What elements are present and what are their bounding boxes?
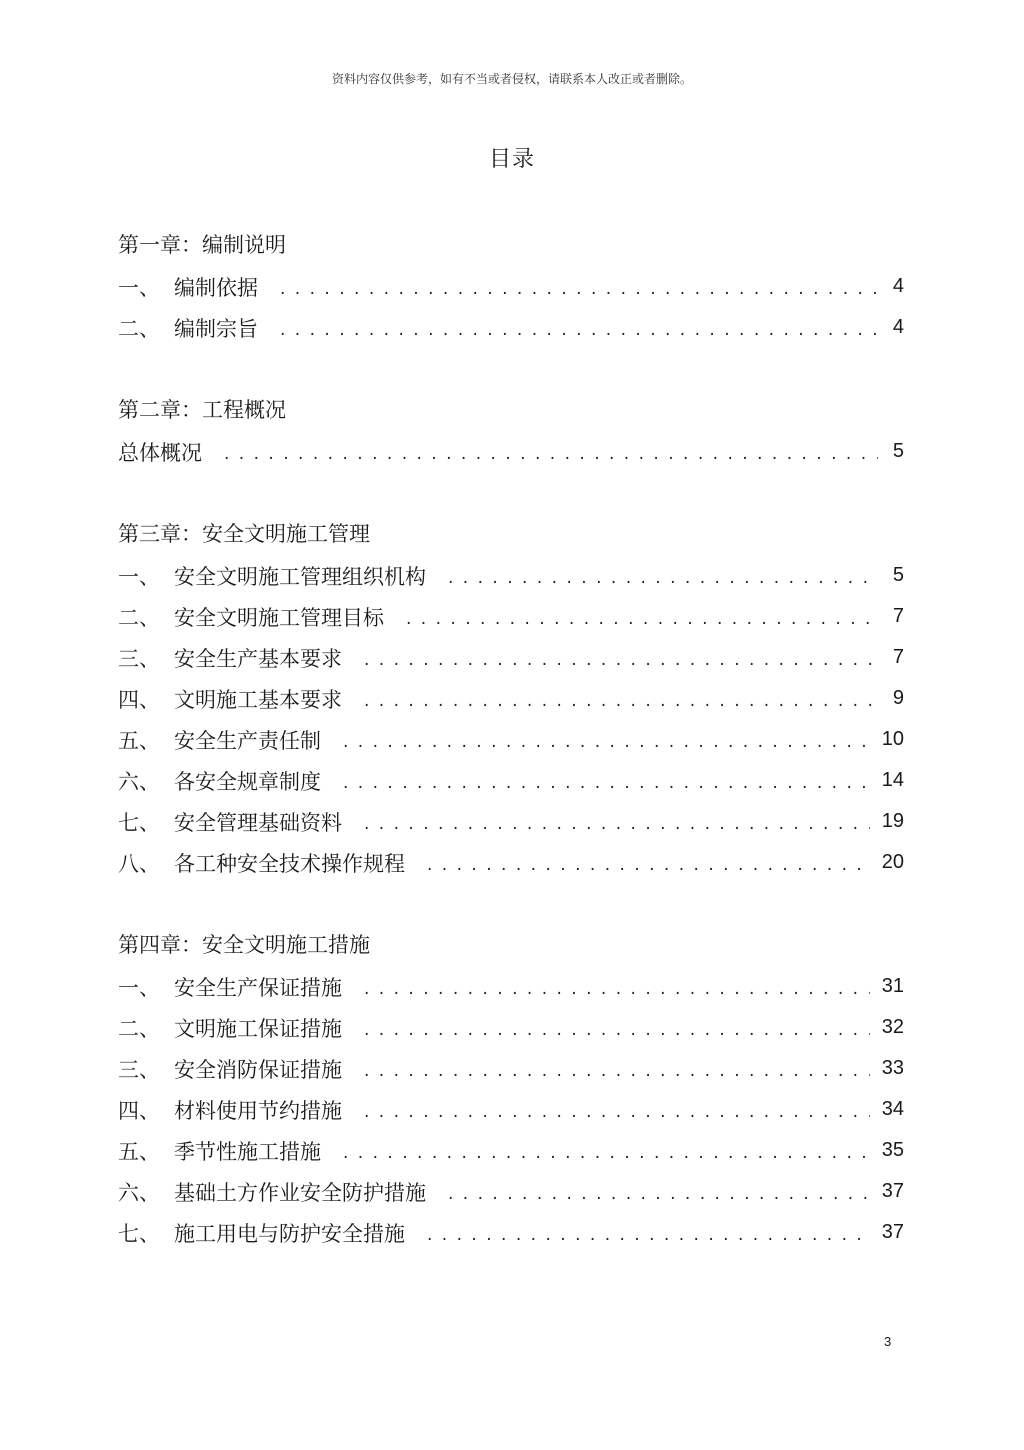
dot-leader bbox=[364, 816, 870, 833]
toc-chapter bbox=[118, 390, 904, 472]
entry-title: 安全文明施工管理组织机构 bbox=[174, 564, 426, 589]
entry-number: 一、 bbox=[118, 564, 160, 589]
dot-leader bbox=[364, 1022, 870, 1039]
entry-number: 五、 bbox=[118, 1139, 160, 1164]
dot-leader bbox=[280, 322, 878, 339]
toc-entry[interactable] bbox=[118, 1212, 904, 1253]
chapter-title: 第一章：编制说明 bbox=[118, 233, 286, 257]
entry-page-number: 34 bbox=[881, 1098, 904, 1120]
dot-leader bbox=[448, 570, 878, 587]
toc-entry[interactable] bbox=[118, 719, 904, 760]
entry-title: 安全生产责任制 bbox=[174, 728, 321, 753]
entry-number: 六、 bbox=[118, 769, 160, 794]
entry-number: 二、 bbox=[118, 605, 160, 630]
dot-leader bbox=[364, 693, 878, 710]
entry-title: 各工种安全技术操作规程 bbox=[174, 851, 405, 876]
entry-title: 各安全规章制度 bbox=[174, 769, 321, 794]
toc-chapter bbox=[118, 514, 904, 883]
entry-page-number: 37 bbox=[881, 1180, 904, 1202]
toc-entry[interactable] bbox=[118, 1007, 904, 1048]
disclaimer-note: 资料内容仅供参考，如有不当或者侵权，请联系本人改正或者删除。 bbox=[331, 72, 692, 86]
dot-leader bbox=[343, 734, 870, 751]
table-of-contents bbox=[118, 225, 904, 1295]
entry-title: 施工用电与防护安全措施 bbox=[174, 1221, 405, 1246]
entry-number: 四、 bbox=[118, 1098, 160, 1123]
dot-leader bbox=[343, 775, 870, 792]
toc-entry[interactable] bbox=[118, 1130, 904, 1171]
dot-leader bbox=[448, 1186, 870, 1203]
dot-leader bbox=[343, 1145, 870, 1162]
entry-page-number: 10 bbox=[881, 728, 904, 750]
dot-leader bbox=[364, 1063, 870, 1080]
entry-page-number: 37 bbox=[881, 1221, 904, 1243]
toc-chapter bbox=[118, 225, 904, 348]
entry-title: 安全生产保证措施 bbox=[174, 975, 342, 1000]
entry-title: 编制依据 bbox=[174, 275, 258, 300]
toc-entry[interactable] bbox=[118, 266, 904, 307]
entry-title: 安全管理基础资料 bbox=[174, 810, 342, 835]
dot-leader bbox=[427, 1227, 870, 1244]
toc-entry[interactable] bbox=[118, 842, 904, 883]
entry-page-number: 9 bbox=[892, 687, 904, 709]
toc-entry[interactable] bbox=[118, 1171, 904, 1212]
toc-entry[interactable] bbox=[118, 555, 904, 596]
toc-entry[interactable] bbox=[118, 966, 904, 1007]
dot-leader bbox=[406, 611, 878, 628]
toc-entry[interactable] bbox=[118, 637, 904, 678]
entry-page-number: 5 bbox=[892, 564, 904, 586]
entry-page-number: 35 bbox=[881, 1139, 904, 1161]
entry-page-number: 33 bbox=[881, 1057, 904, 1079]
toc-entry[interactable] bbox=[118, 678, 904, 719]
entry-number: 二、 bbox=[118, 316, 160, 341]
entry-page-number: 14 bbox=[881, 769, 904, 791]
entry-number: 八、 bbox=[118, 851, 160, 876]
chapter-title: 第二章：工程概况 bbox=[118, 398, 286, 422]
toc-entry[interactable] bbox=[118, 760, 904, 801]
entry-title: 材料使用节约措施 bbox=[174, 1098, 342, 1123]
toc-chapter bbox=[118, 925, 904, 1253]
toc-entry[interactable] bbox=[118, 1048, 904, 1089]
dot-leader bbox=[364, 652, 878, 669]
toc-entry[interactable] bbox=[118, 596, 904, 637]
entry-page-number: 20 bbox=[881, 851, 904, 873]
entry-number: 一、 bbox=[118, 275, 160, 300]
entry-title: 安全文明施工管理目标 bbox=[174, 605, 384, 630]
dot-leader bbox=[280, 281, 878, 298]
toc-entry[interactable] bbox=[118, 307, 904, 348]
entry-page-number: 4 bbox=[892, 275, 904, 297]
entry-number: 七、 bbox=[118, 810, 160, 835]
entry-number: 五、 bbox=[118, 728, 160, 753]
entry-number: 二、 bbox=[118, 1016, 160, 1041]
entry-page-number: 4 bbox=[892, 316, 904, 338]
entry-page-number: 5 bbox=[892, 440, 904, 462]
toc-entry[interactable] bbox=[118, 801, 904, 842]
toc-entry[interactable] bbox=[118, 431, 904, 472]
entry-title: 基础土方作业安全防护措施 bbox=[174, 1180, 426, 1205]
entry-title: 文明施工保证措施 bbox=[174, 1016, 342, 1041]
dot-leader bbox=[224, 446, 878, 463]
entry-title: 安全生产基本要求 bbox=[174, 646, 342, 671]
entry-number: 七、 bbox=[118, 1221, 160, 1246]
entry-page-number: 31 bbox=[881, 975, 904, 997]
dot-leader bbox=[427, 857, 870, 874]
entry-title: 编制宗旨 bbox=[174, 316, 258, 341]
chapter-title: 第四章：安全文明施工措施 bbox=[118, 933, 370, 957]
entry-number: 一、 bbox=[118, 975, 160, 1000]
entry-page-number: 19 bbox=[881, 810, 904, 832]
entry-page-number: 32 bbox=[881, 1016, 904, 1038]
entry-number: 三、 bbox=[118, 1057, 160, 1082]
entry-page-number: 7 bbox=[892, 646, 904, 668]
entry-title: 文明施工基本要求 bbox=[174, 687, 342, 712]
page-title: 目录 bbox=[488, 147, 535, 172]
entry-title: 季节性施工措施 bbox=[174, 1139, 321, 1164]
dot-leader bbox=[364, 981, 870, 998]
toc-entry[interactable] bbox=[118, 1089, 904, 1130]
page-number: 3 bbox=[884, 1334, 892, 1349]
entry-title: 安全消防保证措施 bbox=[174, 1057, 342, 1082]
chapter-title: 第三章：安全文明施工管理 bbox=[118, 522, 370, 546]
entry-number: 六、 bbox=[118, 1180, 160, 1205]
dot-leader bbox=[364, 1104, 870, 1121]
entry-title: 总体概况 bbox=[118, 440, 202, 465]
entry-number: 三、 bbox=[118, 646, 160, 671]
entry-number: 四、 bbox=[118, 687, 160, 712]
entry-page-number: 7 bbox=[892, 605, 904, 627]
